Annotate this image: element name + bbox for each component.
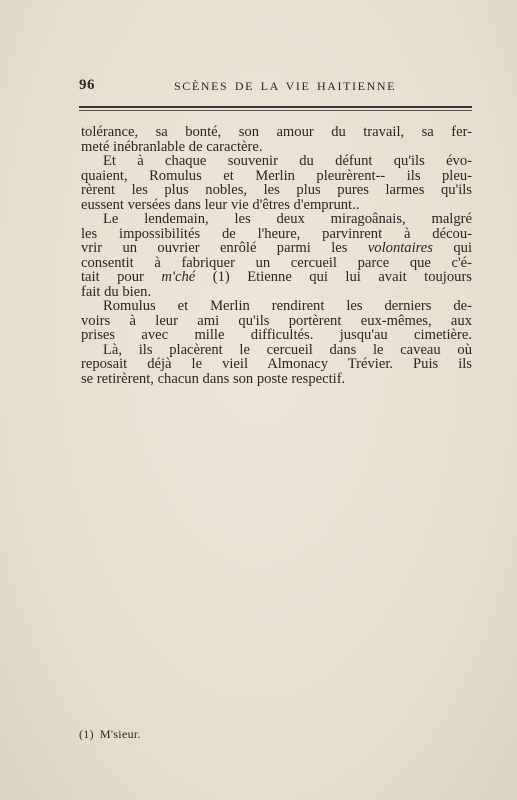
text-line: consentit à fabriquer un cercueil parce que c'é- [81, 254, 472, 271]
running-title: SCÈNES DE LA VIE HAITIENNE [174, 79, 397, 93]
page-header [79, 75, 471, 97]
text-line [81, 270, 472, 285]
text-line: Là, ils placèrent le cercueil dans le caveau où [103, 341, 472, 358]
text-segment: (1) Etienne qui lui avait toujours [212, 269, 472, 285]
italic-word: m'ché [161, 269, 196, 285]
text-segment: tait pour [81, 269, 144, 285]
text-line: Et à chaque souvenir du défunt qu'ils évo- [103, 153, 472, 169]
header-rule-thin [79, 110, 472, 111]
footnote-text: M'sieur. [99, 727, 141, 741]
text-line: voirs à leur ami qu'ils portèrent eux-mêmes, aux [81, 312, 472, 329]
text-segment: vrir un ouvrier enrôlé parmi les [81, 240, 348, 256]
text-line: eussent versées dans leur vie d'êtres d'emprunt.. [81, 196, 360, 213]
text-line: Le lendemain, les deux miragoânais, malgré [103, 211, 472, 227]
text-line [81, 241, 472, 256]
text-line: se retirèrent, chacun dans son poste respectif. [81, 370, 346, 387]
text-line: Romulus et Merlin rendirent les derniers de- [103, 298, 472, 314]
text-line: rèrent les plus nobles, les plus pures larmes qu'ils [81, 182, 472, 198]
text-line: reposait déjà le vieil Almonacy Trévier. Puis ils [81, 356, 472, 372]
text-line: fait du bien. [81, 283, 152, 300]
footnote [79, 727, 141, 742]
text-line: quaient, Romulus et Merlin pleurèrent-- ils pleu- [81, 167, 472, 184]
text-segment: qui [453, 240, 472, 256]
page-number: 96 [79, 77, 95, 93]
italic-word: volontaires [367, 240, 433, 256]
header-rule [79, 106, 472, 108]
text-line: tolérance, sa bonté, son amour du travail, sa fer- [81, 124, 472, 140]
text-line: meté inébranlable de caractère. [81, 138, 263, 155]
text-line: prises avec mille difficultés. jusqu'au cimetière. [81, 327, 472, 343]
footnote-mark: (1) [79, 727, 94, 741]
body-text [81, 125, 472, 386]
text-line: les impossibilités de l'heure, parvinrent à décou- [81, 225, 472, 242]
